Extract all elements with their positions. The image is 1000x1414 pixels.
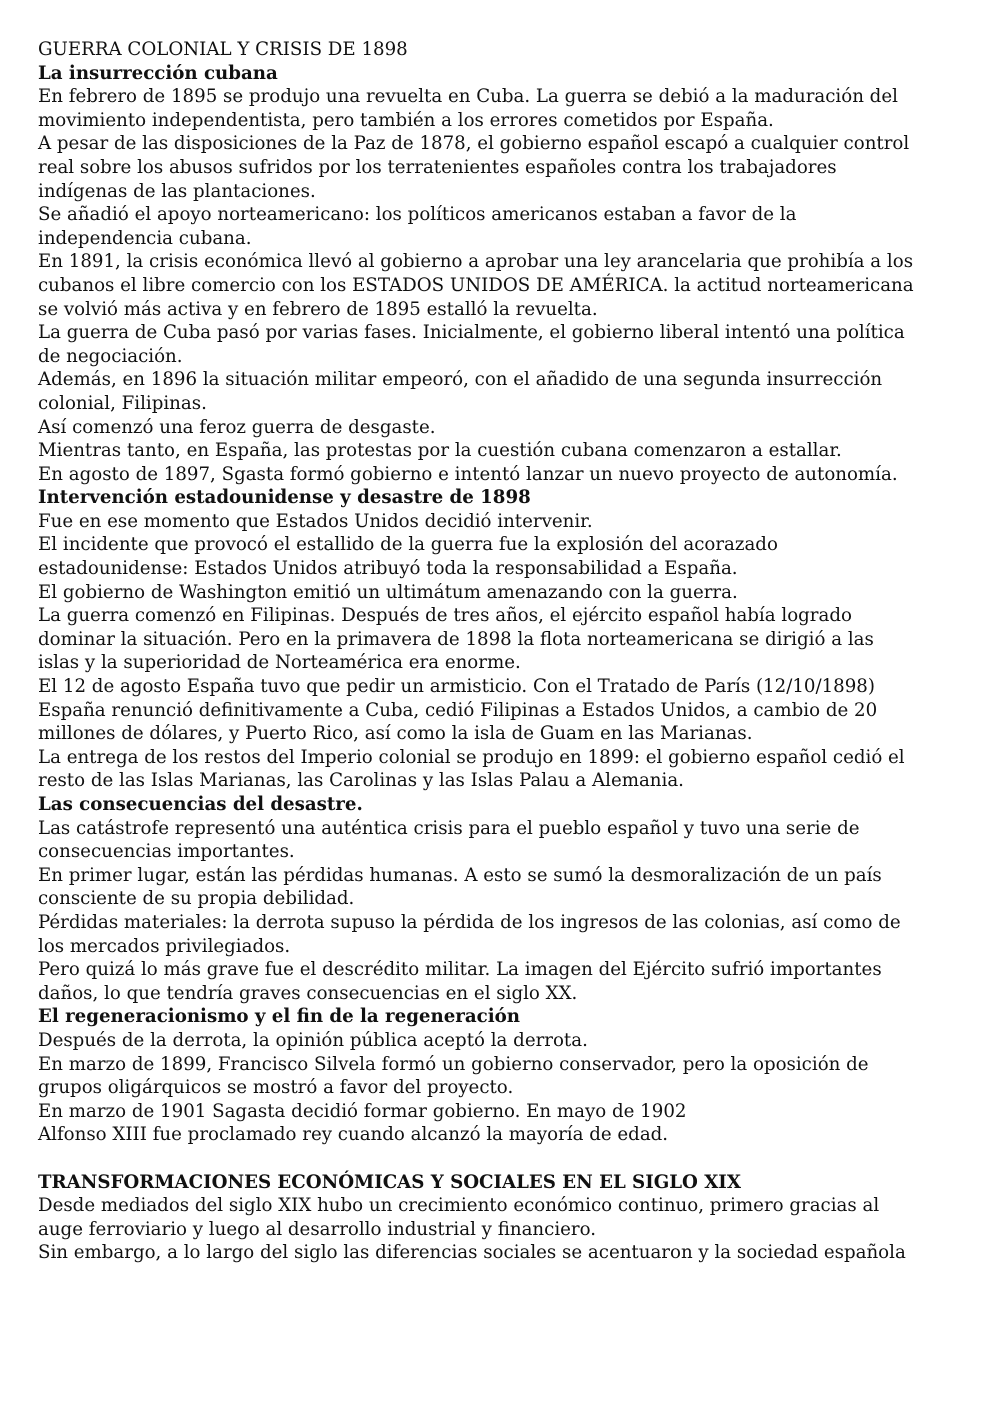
section-insurreccion-cubana [38, 62, 968, 487]
text-line: islas y la superioridad de Norteamérica era enorme. [38, 652, 521, 674]
text-line: estadounidense: Estados Unidos atribuyó toda la responsabilidad a España. [38, 558, 738, 580]
text-line: Mientras tanto, en España, las protestas por la cuestión cubana comenzaron a estallar. [38, 440, 842, 462]
text-line: auge ferroviario y luego al desarrollo industrial y financiero. [38, 1218, 597, 1240]
text-line: Alfonso XIII fue proclamado rey cuando alcanzó la mayoría de edad. [38, 1124, 669, 1146]
section-intervencion-estadounidense [38, 486, 968, 793]
text-line: La guerra de Cuba pasó por varias fases. Inicialmente, el gobierno liberal intentó una política [38, 322, 905, 344]
text-line: El 12 de agosto España tuvo que pedir un armisticio. Con el Tratado de París (12/10/1898) [38, 676, 875, 698]
section-heading: Intervención estadounidense y desastre de 1898 [38, 487, 531, 509]
second-title: TRANSFORMACIONES ECONÓMICAS Y SOCIALES EN EL SIGLO XIX [38, 1171, 741, 1193]
text-line: Se añadió el apoyo norteamericano: los políticos americanos estaban a favor de la [38, 204, 797, 226]
text-line: Desde mediados del siglo XIX hubo un crecimiento económico continuo, primero gracias al [38, 1195, 880, 1217]
text-line: Las catástrofe representó una auténtica crisis para el pueblo español y tuvo una serie de [38, 817, 860, 839]
text-line: los mercados privilegiados. [38, 935, 291, 957]
text-line: de negociación. [38, 345, 183, 367]
text-line: movimiento independentista, pero también a los errores cometidos por España. [38, 109, 774, 131]
text-line: independencia cubana. [38, 227, 252, 249]
text-line: cubanos el libre comercio con los ESTADOS UNIDOS DE AMÉRICA. la actitud norteamericana [38, 274, 914, 296]
text-line: En primer lugar, están las pérdidas humanas. A esto se sumó la desmoralización de un país [38, 864, 882, 886]
text-line: dominar la situación. Pero en la primavera de 1898 la flota norteamericana se dirigió a las [38, 628, 874, 650]
text-line: En marzo de 1899, Francisco Silvela formó un gobierno conservador, pero la oposición de [38, 1053, 869, 1075]
text-line: En febrero de 1895 se produjo una revuelta en Cuba. La guerra se debió a la maduración del [38, 86, 898, 108]
text-line: España renunció definitivamente a Cuba, cedió Filipinas a Estados Unidos, a cambio de 20 [38, 699, 878, 721]
text-line: millones de dólares, y Puerto Rico, así como la isla de Guam en las Marianas. [38, 723, 753, 745]
document-title: GUERRA COLONIAL Y CRISIS DE 1898 [38, 39, 408, 60]
section-heading: El regeneracionismo y el fin de la regeneración [38, 1006, 520, 1028]
text-line: A pesar de las disposiciones de la Paz de 1878, el gobierno español escapó a cualquier control [38, 133, 910, 155]
blank-line [38, 1147, 968, 1171]
text-line: El gobierno de Washington emitió un ultimátum amenazando con la guerra. [38, 581, 738, 603]
text-line: resto de las Islas Marianas, las Carolinas y las Islas Palau a Alemania. [38, 770, 684, 792]
text-line: La guerra comenzó en Filipinas. Después de tres años, el ejército español había logrado [38, 605, 852, 627]
text-line: consecuencias importantes. [38, 841, 295, 863]
text-line: real sobre los abusos sufridos por los terratenientes españoles contra los trabajadores [38, 156, 837, 178]
text-line: colonial, Filipinas. [38, 392, 207, 414]
document-page [38, 38, 968, 1265]
section-consecuencias-desastre [38, 793, 968, 1005]
text-line: Pérdidas materiales: la derrota supuso la pérdida de los ingresos de las colonias, así como de [38, 911, 901, 933]
text-line: consciente de su propia debilidad. [38, 888, 355, 910]
text-line: Después de la derrota, la opinión pública aceptó la derrota. [38, 1029, 588, 1051]
text-line: Sin embargo, a lo largo del siglo las diferencias sociales se acentuaron y la sociedad española [38, 1242, 906, 1264]
text-line: En agosto de 1897, Sgasta formó gobierno e intentó lanzar un nuevo proyecto de autonomía. [38, 463, 898, 485]
text-line: Así comenzó una feroz guerra de desgaste. [38, 416, 436, 438]
text-line: daños, lo que tendría graves consecuencias en el siglo XX. [38, 982, 578, 1004]
section-heading: Las consecuencias del desastre. [38, 794, 363, 815]
text-line: La entrega de los restos del Imperio colonial se produjo en 1899: el gobierno español cedió el [38, 746, 905, 768]
text-line: Fue en ese momento que Estados Unidos decidió intervenir. [38, 510, 593, 532]
text-line: grupos oligárquicos se mostró a favor del proyecto. [38, 1077, 514, 1099]
section-heading: La insurrección cubana [38, 62, 278, 84]
text-line: se volvió más activa y en febrero de 1895 estalló la revuelta. [38, 298, 598, 320]
text-line: indígenas de las plantaciones. [38, 180, 316, 202]
text-line: Pero quizá lo más grave fue el descrédito militar. La imagen del Ejército sufrió importantes [38, 959, 882, 981]
text-line: Además, en 1896 la situación militar empeoró, con el añadido de una segunda insurrección [38, 369, 883, 391]
text-line: El incidente que provocó el estallido de la guerra fue la explosión del acorazado [38, 534, 778, 556]
section-transformaciones-economicas [38, 1171, 968, 1265]
text-line: En marzo de 1901 Sagasta decidió formar gobierno. En mayo de 1902 [38, 1100, 687, 1122]
text-line: En 1891, la crisis económica llevó al gobierno a aprobar una ley arancelaria que prohibía a los [38, 251, 914, 273]
section-regeneracionismo [38, 1005, 968, 1147]
